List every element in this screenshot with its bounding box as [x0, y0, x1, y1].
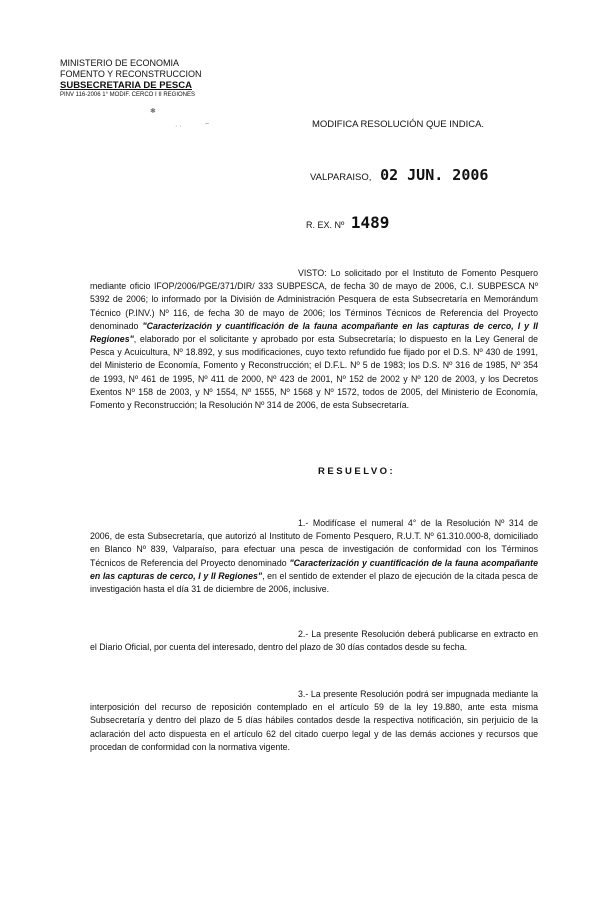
point-1-paragraph	[90, 517, 538, 596]
header-line-ministry: MINISTERIO DE ECONOMIA	[60, 58, 180, 68]
resolution-number-label: R. EX. Nº	[306, 220, 345, 230]
resolution-number: 1489	[350, 213, 390, 232]
ministry-header	[60, 58, 260, 99]
resolution-number-line	[306, 213, 389, 232]
visto-project-name: "Caracterización y cuantificación de la fauna acompañante en las capturas de cerco, I y II Regiones"	[90, 320, 538, 345]
document-reference: MODIFICA RESOLUCIÓN QUE INDICA.	[312, 119, 485, 130]
resuelvo-heading: RESUELVO:	[318, 466, 396, 477]
point-1-lead-text: 1.- Modifícase el numeral 4° de la Resolución Nº 314 de 2006, de esta Subsecretaría, que autorizó al Instituto de Fomento Pesquero, R.U.T. Nº 61.310.000-8, domiciliado en Blanco Nº 839, Valparaíso, para efectuar una pesca de investigación de conformidad con los Términos Técnicos de Referencia del Proyecto denominado	[90, 518, 538, 568]
scan-speck-mark: ✱	[150, 108, 156, 115]
date-stamp: 02 JUN. 2006	[380, 166, 489, 184]
point-2-paragraph: 2.- La presente Resolución deberá publicarse en extracto en el Diario Oficial, por cuenta del interesado, dentro del plazo de 30 días contados desde su fecha.	[90, 629, 538, 653]
header-line-fomento: FOMENTO Y RECONSTRUCCION	[60, 69, 202, 79]
visto-rest-text: , elaborado por el solicitante y aprobado por esta Subsecretaría; lo dispuesto en la Ley General de Pesca y Acuicultura, Nº 18.892, y sus modificaciones, cuyo texto refundido fue fijado por el D.S. Nº 430 de 1991, del Ministerio de Economía, Fomento y Reconstrucción; el D.F.L. Nº 5 de 1983; los D.S. Nº 316 de 1985, Nº 354 de 1993, Nº 461 de 1995, Nº 411 de 2000, Nº 423 de 2001, Nº 152 de 2002 y Nº 120 de 2003, y los Decretos Exentos Nº 158 de 2003, y Nº 1554, Nº 1555, Nº 1568 y Nº 1572, todos de 2005, del Ministerio de Economía, Fomento y Reconstrucción; la Resolución Nº 314 de 2006, de esta Subsecretaría.	[90, 334, 538, 411]
place-date-line	[310, 166, 488, 184]
scan-speck-mark: · ·	[175, 123, 182, 130]
visto-paragraph	[90, 267, 538, 412]
scan-speck-mark: ~	[205, 121, 210, 128]
point-1-rest-text: , en el sentido de extender el plazo de ejecución de la citada pesca de investigación hasta el día 31 de diciembre de 2006, inclusive.	[90, 570, 538, 595]
visto-lead-text: VISTO: Lo solicitado por el Instituto de Fomento Pesquero mediante oficio IFOP/2006/PGE/371/DIR/ 333 SUBPESCA, de fecha 30 de mayo de 2006, C.I. SUBPESCA Nº 5392 de 2006; lo informado por la División de Administración Pesquera de esta Subsecretaría en Memorándum Técnico (P.INV.) Nº 116, de fecha 30 de mayo de 2006; los Términos Técnicos de Referencia del Proyecto denominado	[90, 268, 538, 331]
point-1-project-name: "Caracterización y cuantificación de la fauna acompañante en las capturas de cerco, I y II Regiones"	[90, 557, 538, 581]
point-3-paragraph: 3.- La presente Resolución podrá ser impugnada mediante la interposición del recurso de reposición contemplado en el artículo 59 de la ley 19.880, ante esta misma Subsecretaría y dentro del plazo de 5 días hábiles contados desde la respectiva notificación, sin perjuicio de la aclaración del acto dispuesta en el artículo 62 del citado cuerpo legal y de las demás acciones y recursos que procedan de conformidad con la normativa vigente.	[90, 689, 538, 752]
place-name: VALPARAISO,	[310, 172, 372, 183]
header-line-file-code: PINV 116-2006 1° MODIF. CERCO I II REGIONES	[60, 92, 195, 98]
header-line-subsecretaria: SUBSECRETARIA DE PESCA	[60, 80, 192, 91]
